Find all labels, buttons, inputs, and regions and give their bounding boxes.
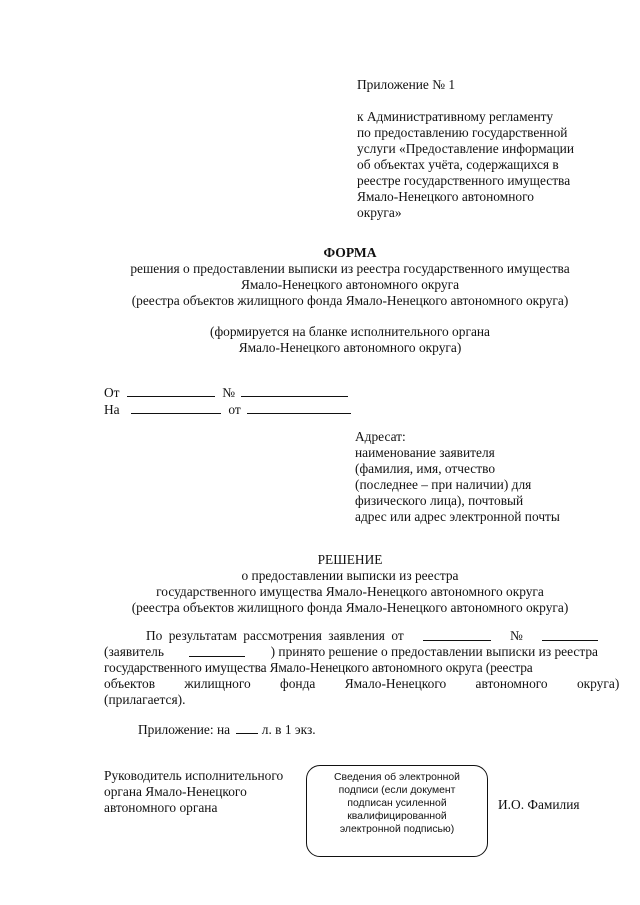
- appendix-line: об объектах учёта, содержащихся в: [357, 157, 559, 172]
- appendix-number: [357, 77, 455, 93]
- form-note-line: Ямало-Ненецкого автономного округа): [238, 340, 462, 355]
- decision-body: [104, 628, 620, 708]
- appendix-line: округа»: [357, 205, 402, 220]
- form-subtitle-line: (реестра объектов жилищного фонда Ямало-Ненецкого автономного округа): [131, 293, 569, 308]
- reg-row-from: [104, 384, 351, 401]
- body-number-label: №: [510, 628, 523, 643]
- e-signature-line: квалифицированной: [347, 811, 447, 822]
- body-line-1: [104, 628, 598, 644]
- body-line-3: государственного имущества Ямало-Ненецкого автономного округа (реестра: [104, 660, 533, 675]
- reg-row-to: [104, 401, 351, 418]
- to-number-blank[interactable]: [131, 401, 221, 414]
- appendix-line: реестре государственного имущества: [357, 173, 571, 188]
- decision-line: о предоставлении выписки из реестра: [241, 568, 459, 583]
- form-header: [40, 245, 640, 309]
- appendix-number-text: Приложение № 1: [357, 77, 456, 92]
- e-signature-line: подписи (если документ: [338, 785, 456, 796]
- body-line-4: объектов жилищного фонда Ямало-Ненецкого автономного округа): [104, 676, 620, 691]
- addressee: [355, 429, 560, 525]
- body-line-5: (прилагается).: [104, 692, 186, 707]
- pages-blank[interactable]: [236, 721, 258, 734]
- appendix-line: Ямало-Ненецкого автономного: [357, 189, 534, 204]
- addressee-line: адрес или адрес электронной почты: [355, 509, 560, 524]
- from-date-blank[interactable]: [127, 384, 215, 397]
- registration-fields: [104, 384, 351, 418]
- appendix-line: услуги «Предоставление информации: [357, 141, 575, 156]
- date-label: от: [228, 402, 241, 417]
- body-text: ) принято решение о предоставлении выписки из реестра: [270, 644, 598, 659]
- appendix-line: по предоставлению государственной: [357, 125, 568, 140]
- form-note-line: (формируется на бланке исполнительного органа: [210, 324, 490, 339]
- body-text: (заявитель: [104, 644, 164, 659]
- signatory-name: [498, 797, 580, 813]
- appendix-line: к Административному регламенту: [357, 109, 554, 124]
- signatory-line: Руководитель исполнительного: [104, 768, 284, 783]
- from-label: От: [104, 385, 120, 400]
- e-signature-line: Сведения об электронной: [334, 772, 460, 783]
- signatory-line: автономного органа: [104, 800, 218, 815]
- e-signature-line: подписан усиленной: [347, 798, 447, 809]
- body-line-2: [104, 644, 598, 660]
- form-title: ФОРМА: [323, 245, 377, 260]
- addressee-line: Адресат:: [355, 429, 406, 444]
- signatory-title: [104, 768, 283, 816]
- attachment: [138, 721, 316, 738]
- attachment-copies: л. в 1 экз.: [261, 722, 316, 737]
- addressee-line: (последнее – при наличии) для: [355, 477, 532, 492]
- number-label: №: [222, 385, 236, 400]
- addressee-line: (фамилия, имя, отчество: [355, 461, 496, 476]
- addressee-line: физического лица), почтовый: [355, 493, 524, 508]
- e-signature-line: электронной подписью): [339, 824, 455, 835]
- decision-line: государственного имущества Ямало-Ненецкого автономного округа: [156, 584, 544, 599]
- decision-line: (реестра объектов жилищного фонда Ямало-Ненецкого автономного округа): [131, 600, 569, 615]
- form-note: [40, 324, 640, 356]
- decision-title: РЕШЕНИЕ: [317, 552, 383, 567]
- signatory-line: органа Ямало-Ненецкого: [104, 784, 247, 799]
- form-subtitle-line: Ямало-Ненецкого автономного округа: [240, 277, 460, 292]
- signatory-name-text: И.О. Фамилия: [498, 797, 580, 812]
- form-subtitle-line: решения о предоставлении выписки из реестра государственного имущества: [130, 261, 570, 276]
- number-blank[interactable]: [241, 384, 348, 397]
- decision-header: [40, 552, 640, 616]
- appendix-reference: [357, 109, 574, 221]
- applicant-blank[interactable]: [189, 644, 245, 657]
- to-label: На: [104, 402, 120, 417]
- application-number-blank[interactable]: [542, 628, 598, 641]
- e-signature-box: [306, 765, 488, 857]
- addressee-line: наименование заявителя: [355, 445, 495, 460]
- body-text: По результатам рассмотрения заявления от: [146, 628, 404, 643]
- application-date-blank[interactable]: [423, 628, 491, 641]
- to-date-blank[interactable]: [247, 401, 351, 414]
- attachment-label: Приложение: на: [138, 722, 231, 737]
